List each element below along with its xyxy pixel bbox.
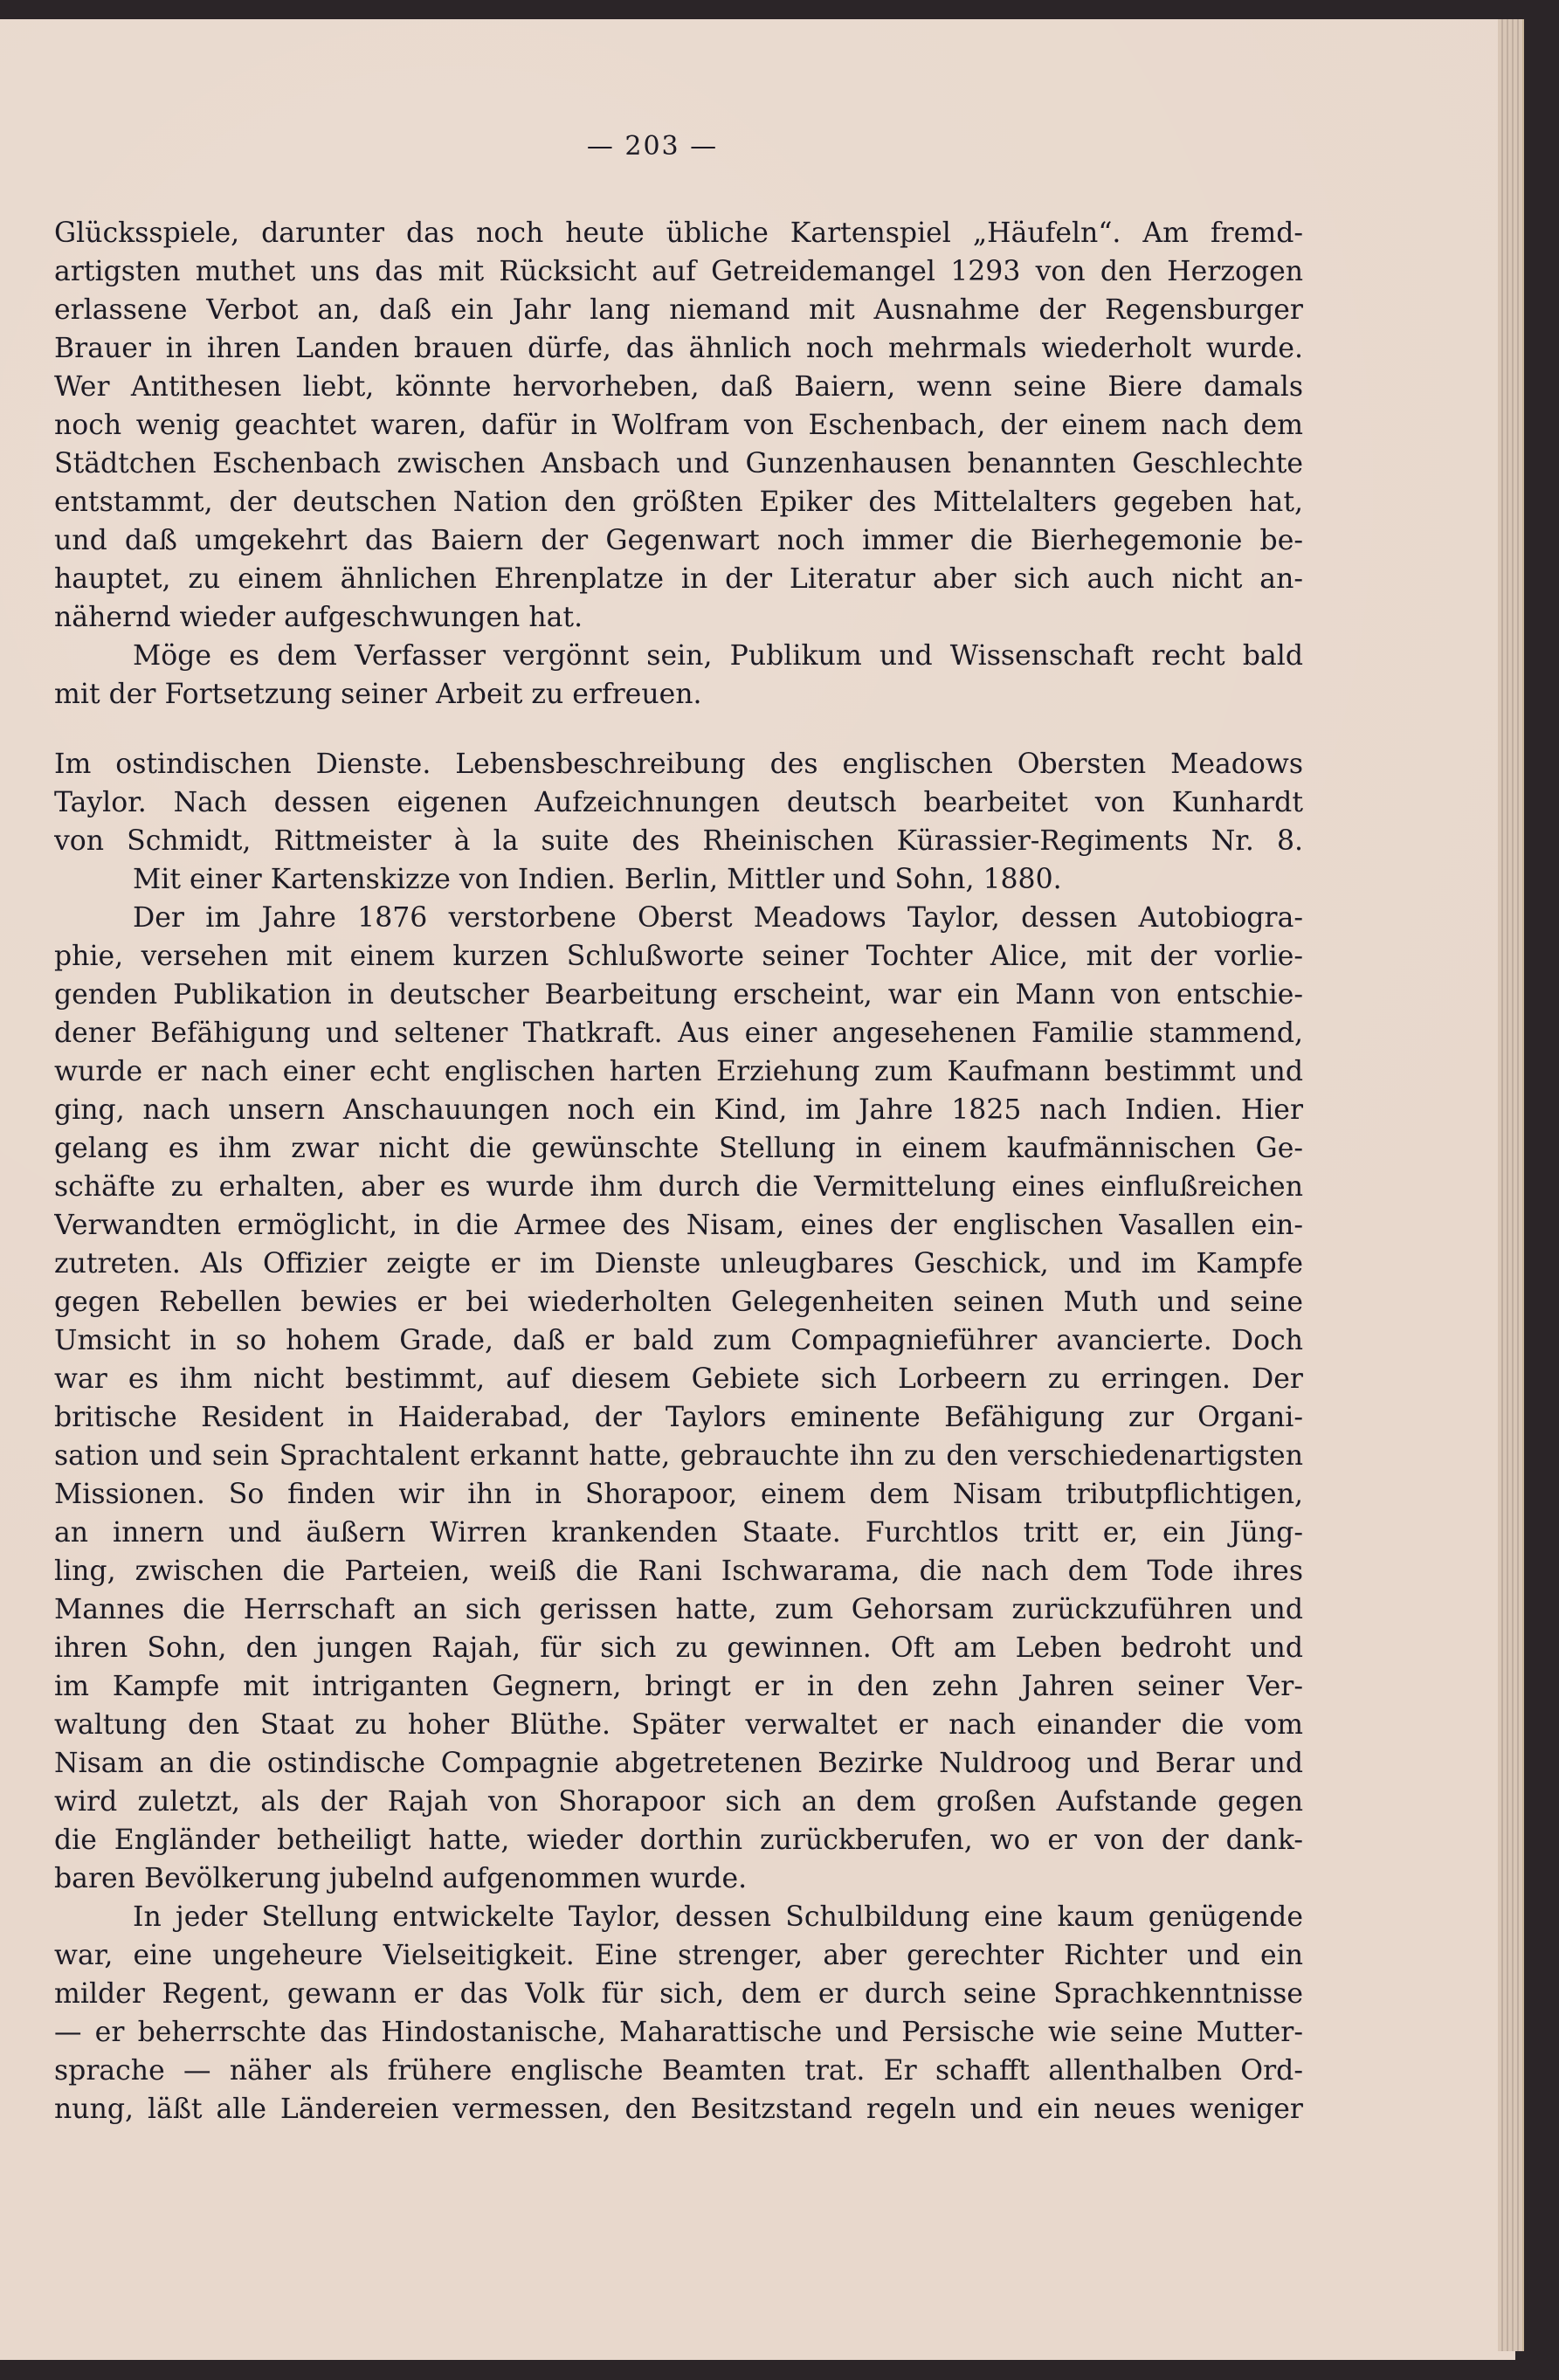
text-line: nung, läßt alle Ländereien vermessen, den Besitzstand regeln und ein neues weniger xyxy=(54,2094,1303,2125)
text-line: Städtchen Eschenbach zwischen Ansbach und Gunzenhausen benannten Geschlechte xyxy=(54,448,1303,479)
text-line: von Schmidt, Rittmeister à la suite des Rheinischen Kürassier-Regiments Nr. 8. xyxy=(54,825,1303,857)
text-line: In jeder Stellung entwickelte Taylor, dessen Schulbildung eine kaum genügende xyxy=(133,1901,1303,1933)
text-line: die Engländer betheiligt hatte, wieder dorthin zurückberufen, wo er von der dank- xyxy=(54,1825,1303,1856)
text-line: mit der Fortsetzung seiner Arbeit zu erfreuen. xyxy=(54,679,702,710)
text-line: wurde er nach einer echt englischen harten Erziehung zum Kaufmann bestimmt und xyxy=(54,1056,1303,1087)
page-stack-edge xyxy=(1498,19,1524,2351)
text-line: Verwandten ermöglicht, in die Armee des Nisam, eines der englischen Vasallen ein- xyxy=(54,1210,1303,1241)
text-line: schäfte zu erhalten, aber es wurde ihm durch die Vermittelung eines einflußreichen xyxy=(54,1171,1303,1203)
text-line: und daß umgekehrt das Baiern der Gegenwart noch immer die Bierhegemonie be- xyxy=(54,525,1303,556)
text-line: im Kampfe mit intriganten Gegnern, bringt er in den zehn Jahren seiner Ver- xyxy=(54,1671,1303,1702)
text-line: zutreten. Als Offizier zeigte er im Dienste unleugbares Geschick, und im Kampfe xyxy=(54,1248,1303,1280)
text-line: milder Regent, gewann er das Volk für sich, dem er durch seine Sprachkenntnisse xyxy=(54,1978,1303,2010)
text-line: ihren Sohn, den jungen Rajah, für sich zu gewinnen. Oft am Leben bedroht und xyxy=(54,1632,1303,1664)
text-line: nähernd wieder aufgeschwungen hat. xyxy=(54,602,583,633)
text-line: gegen Rebellen bewies er bei wiederholten Gelegenheiten seinen Muth und seine xyxy=(54,1287,1303,1318)
text-line: Brauer in ihren Landen brauen dürfe, das ähnlich noch mehrmals wiederholt wurde. xyxy=(54,333,1303,364)
text-line: waltung den Staat zu hoher Blüthe. Später verwaltet er nach einander die vom xyxy=(54,1709,1303,1741)
text-line: — er beherrschte das Hindostanische, Maharattische und Persische wie seine Mutter- xyxy=(54,2017,1303,2048)
paragraph-beer-history xyxy=(54,214,1303,637)
paragraph-closing-wish xyxy=(54,637,1303,714)
text-line: erlassene Verbot an, daß ein Jahr lang niemand mit Ausnahme der Regensburger xyxy=(54,294,1303,326)
text-line: britische Resident in Haiderabad, der Taylors eminente Befähigung zur Organi- xyxy=(54,1402,1303,1433)
text-line: war es ihm nicht bestimmt, auf diesem Gebiete sich Lorbeern zu erringen. Der xyxy=(54,1363,1303,1395)
text-line: genden Publikation in deutscher Bearbeitung erscheint, war ein Mann von entschie- xyxy=(54,979,1303,1011)
text-line: an innern und äußern Wirren krankenden Staate. Furchtlos tritt er, ein Jüng- xyxy=(54,1517,1303,1549)
text-line: Mit einer Kartenskizze von Indien. Berlin, Mittler und Sohn, 1880. xyxy=(133,864,1062,895)
text-line: Taylor. Nach dessen eigenen Aufzeichnungen deutsch bearbeitet von Kunhardt xyxy=(54,787,1303,818)
text-line: hauptet, zu einem ähnlichen Ehrenplatze in der Literatur aber sich auch nicht an- xyxy=(54,563,1303,595)
text-line: war, eine ungeheure Vielseitigkeit. Eine strenger, aber gerechter Richter und ein xyxy=(54,1940,1303,1971)
text-line: Glücksspiele, darunter das noch heute übliche Kartenspiel „Häufeln“. Am fremd- xyxy=(54,217,1303,249)
section-gap xyxy=(54,714,1303,745)
text-line: Im ostindischen Dienste. Lebensbeschreibung des englischen Obersten Meadows xyxy=(54,748,1303,780)
text-line: ging, nach unsern Anschauungen noch ein Kind, im Jahre 1825 nach Indien. Hier xyxy=(54,1094,1303,1126)
page-number: — 203 — xyxy=(586,131,719,162)
text-line: noch wenig geachtet waren, dafür in Wolfram von Eschenbach, der einem nach dem xyxy=(54,410,1303,441)
text-line: wird zuletzt, als der Rajah von Shorapoor sich an dem großen Aufstande gegen xyxy=(54,1786,1303,1818)
text-line: baren Bevölkerung jubelnd aufgenommen wurde. xyxy=(54,1863,748,1894)
review-heading xyxy=(54,745,1303,899)
paragraph-taylor-biography xyxy=(54,899,1303,1898)
text-line: Umsicht in so hohem Grade, daß er bald zum Compagnieführer avancierte. Doch xyxy=(54,1325,1303,1356)
text-line: sprache — näher als frühere englische Beamten trat. Er schafft allenthalben Ord- xyxy=(54,2055,1303,2087)
text-line: Nisam an die ostindische Compagnie abgetretenen Bezirke Nuldroog und Berar und xyxy=(54,1748,1303,1779)
text-line: ling, zwischen die Parteien, weiß die Rani Ischwarama, die nach dem Tode ihres xyxy=(54,1556,1303,1587)
page-content xyxy=(54,131,1303,2128)
text-line: sation und sein Sprachtalent erkannt hatte, gebrauchte ihn zu den verschiedenartigsten xyxy=(54,1440,1303,1472)
text-line: Missionen. So finden wir ihn in Shorapoor, einem dem Nisam tributpflichtigen, xyxy=(54,1479,1303,1510)
paragraph-taylor-versatility xyxy=(54,1898,1303,2128)
text-line: artigsten muthet uns das mit Rücksicht auf Getreidemangel 1293 von den Herzogen xyxy=(54,256,1303,287)
text-line: Möge es dem Verfasser vergönnt sein, Publikum und Wissenschaft recht bald xyxy=(133,640,1303,672)
text-line: entstammt, der deutschen Nation den größten Epiker des Mittelalters gegeben hat, xyxy=(54,486,1303,518)
text-line: Mannes die Herrschaft an sich gerissen hatte, zum Gehorsam zurückzuführen und xyxy=(54,1594,1303,1625)
text-line: Wer Antithesen liebt, könnte hervorheben, daß Baiern, wenn seine Biere damals xyxy=(54,371,1303,403)
text-line: phie, versehen mit einem kurzen Schlußworte seiner Tochter Alice, mit der vorlie- xyxy=(54,941,1303,972)
text-line: gelang es ihm zwar nicht die gewünschte Stellung in einem kaufmännischen Ge- xyxy=(54,1133,1303,1164)
text-line: dener Befähigung und seltener Thatkraft. Aus einer angesehenen Familie stammend, xyxy=(54,1018,1303,1049)
text-line: Der im Jahre 1876 verstorbene Oberst Meadows Taylor, dessen Autobiogra- xyxy=(133,902,1303,934)
